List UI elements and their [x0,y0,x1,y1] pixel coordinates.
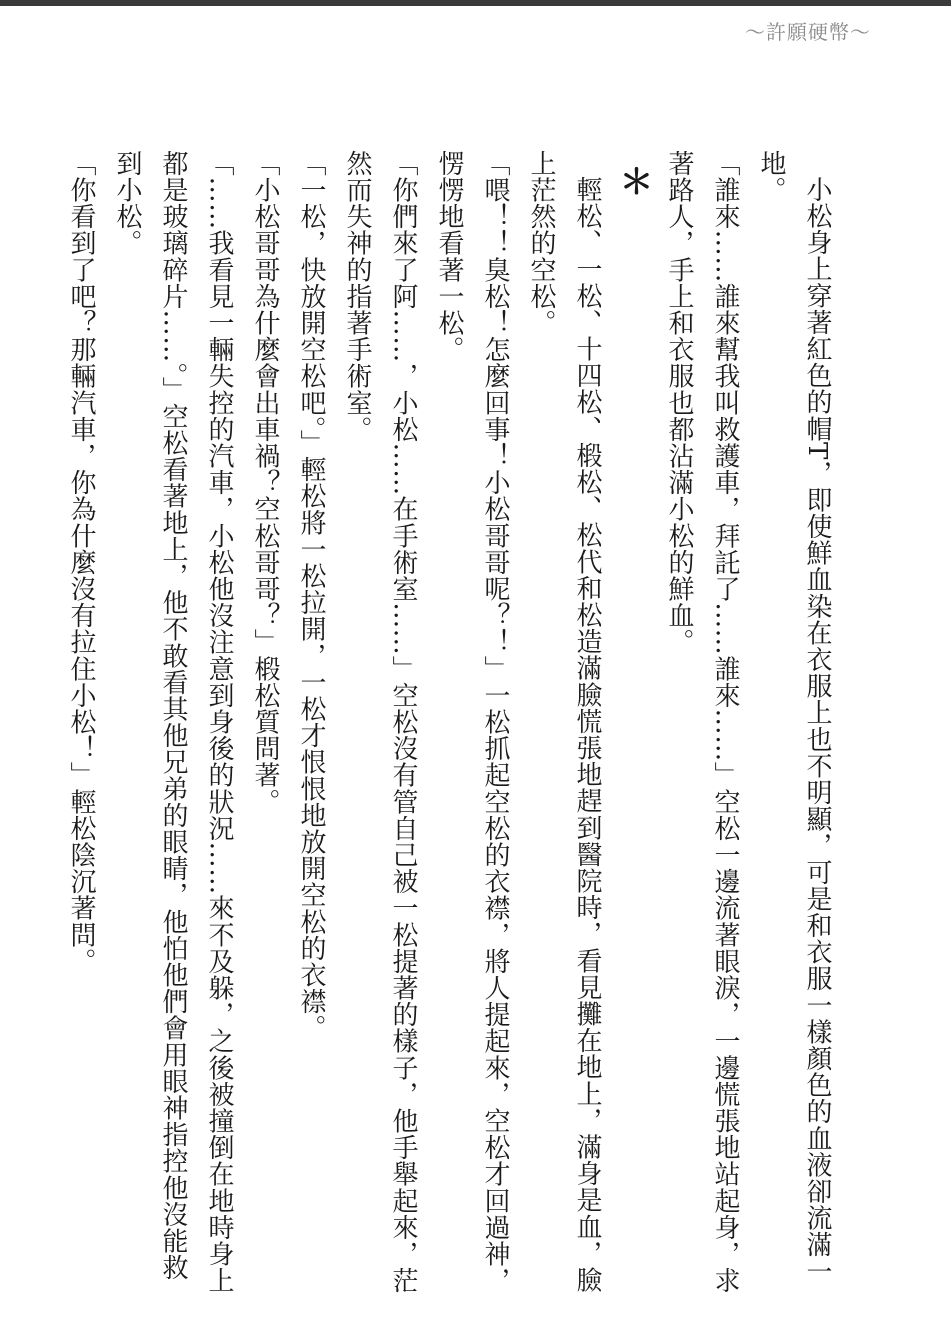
paragraph-2: 「誰來……誰來幫我叫救護車，拜託了……誰來……」空松一邊流著眼淚，一邊慌張地站起身，求著路人，手上和衣服也都沾滿小松的鮮血。 [664,150,740,1294]
scene-break-asterisk: ＊ [613,164,653,199]
paragraph-1: 小松身上穿著紅色的帽T，即使鮮血染在衣服上也不明顯，可是和衣服一樣顏色的血液卻流滿一地。 [756,150,832,1285]
paragraph-8: 「……我看見一輛失控的汽車，小松他沒注意到身後的狀況……來不及躲，之後被撞倒在地時身上都是玻璃碎片……。」空松看著地上，他不敢看其他兄弟的眼睛，他怕他們會用眼神指控他沒能救到小松。 [112,150,234,1294]
paragraph-7: 「小松哥哥為什麼會出車禍？空松哥哥？」椴松質問著。 [250,150,280,815]
page-body [66,150,840,1300]
running-header: ～許願硬幣～ [745,20,871,44]
paragraph-6: 「一松，快放開空松吧。」輕松將一松拉開，一松才恨恨地放開空松的衣襟。 [296,150,326,1042]
paragraph-9: 「你看到了吧？那輛汽車，你為什麼沒有拉住小松！」輕松陰沉著問。 [66,150,96,975]
paragraph-5: 「你們來了阿……，小松……在手術室……」空松沒有管自己被一松提著的樣子，他手舉起來，茫然而失神的指著手術室。 [342,150,418,1294]
paragraph-3: 輕松、一松、十四松、椴松、松代和松造滿臉慌張地趕到醫院時，看見攤在地上，滿身是血，臉上茫然的空松。 [526,150,602,1294]
paragraph-4: 「喂！！臭松！怎麼回事！小松哥哥呢？！」一松抓起空松的衣襟，將人提起來，空松才回過神，愣愣地看著一松。 [434,150,510,1294]
top-bar [0,0,951,6]
